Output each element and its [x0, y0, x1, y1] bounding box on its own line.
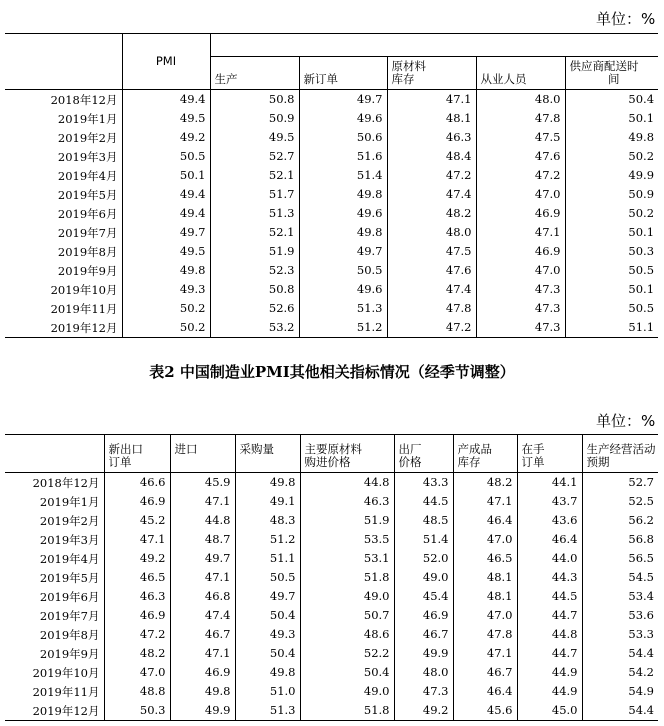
cell-col-8: 53.4 [582, 587, 658, 606]
row-date: 2019年6月 [39, 589, 100, 604]
table-row [5, 606, 658, 625]
cell-col-7: 43.6 [517, 511, 582, 530]
cell-col-6: 46.4 [453, 511, 517, 530]
cell-col-3: 50.4 [235, 644, 300, 663]
cell-delivery: 50.1 [565, 223, 658, 242]
cell-col-6: 47.1 [453, 492, 517, 511]
cell-col-5: 49.0 [394, 568, 453, 587]
cell-col-1: 50.3 [104, 701, 170, 721]
table2-header-col-6 [453, 435, 517, 473]
table2-body [5, 473, 658, 721]
cell-delivery: 51.1 [565, 318, 658, 338]
cell-new-orders: 49.8 [299, 223, 387, 242]
table2-header-col-7 [517, 435, 582, 473]
cell-delivery: 50.1 [565, 280, 658, 299]
cell-col-1: 46.6 [104, 473, 170, 493]
table-row [5, 147, 658, 166]
table2-caption: 表2 中国制造业PMI其他相关指标情况（经季节调整） [149, 363, 515, 381]
cell-col-3: 51.0 [235, 682, 300, 701]
cell-production: 52.1 [210, 223, 299, 242]
cell-col-4: 51.8 [300, 701, 394, 721]
cell-raw-inventory: 48.1 [387, 109, 476, 128]
header-line-1: 新出口 [108, 442, 143, 456]
cell-col-5: 46.9 [394, 606, 453, 625]
cell-employees: 46.9 [476, 204, 565, 223]
cell-new-orders: 50.6 [299, 128, 387, 147]
table1-header-raw-inventory-l2: 库存 [391, 72, 415, 86]
cell-col-4: 53.1 [300, 549, 394, 568]
cell-delivery: 50.5 [565, 299, 658, 318]
table-row [5, 204, 658, 223]
table2-unit-label: 单位：% [596, 412, 656, 430]
cell-col-3: 49.8 [235, 473, 300, 493]
cell-col-6: 47.0 [453, 606, 517, 625]
cell-new-orders: 49.6 [299, 204, 387, 223]
cell-pmi: 49.7 [122, 223, 210, 242]
cell-employees: 48.0 [476, 90, 565, 110]
table1-header-delivery-l1: 供应商配送时 [569, 59, 639, 73]
cell-col-2: 47.1 [170, 492, 235, 511]
table-row [5, 644, 658, 663]
cell-raw-inventory: 47.1 [387, 90, 476, 110]
cell-col-4: 51.9 [300, 511, 394, 530]
cell-col-6: 46.5 [453, 549, 517, 568]
cell-col-7: 44.7 [517, 606, 582, 625]
cell-col-7: 44.5 [517, 587, 582, 606]
cell-col-8: 54.2 [582, 663, 658, 682]
table2-other-indices [5, 434, 658, 721]
cell-col-2: 49.8 [170, 682, 235, 701]
cell-col-2: 46.8 [170, 587, 235, 606]
cell-production: 52.6 [210, 299, 299, 318]
cell-employees: 46.9 [476, 242, 565, 261]
cell-col-2: 44.8 [170, 511, 235, 530]
header-line-1: 进口 [174, 442, 198, 456]
cell-col-3: 51.1 [235, 549, 300, 568]
cell-col-1: 49.2 [104, 549, 170, 568]
cell-col-5: 51.4 [394, 530, 453, 549]
cell-col-8: 53.3 [582, 625, 658, 644]
cell-new-orders: 51.6 [299, 147, 387, 166]
cell-col-8: 54.5 [582, 568, 658, 587]
cell-pmi: 49.4 [122, 204, 210, 223]
cell-production: 52.1 [210, 166, 299, 185]
cell-col-1: 48.2 [104, 644, 170, 663]
cell-new-orders: 49.6 [299, 280, 387, 299]
row-date: 2019年12月 [32, 703, 100, 718]
cell-col-5: 49.9 [394, 644, 453, 663]
cell-col-8: 54.9 [582, 682, 658, 701]
header-line-2 [175, 456, 235, 469]
cell-delivery: 50.5 [565, 261, 658, 280]
cell-col-4: 49.0 [300, 587, 394, 606]
table-row [5, 299, 658, 318]
table2-header-col-8 [582, 435, 658, 473]
cell-pmi: 50.5 [122, 147, 210, 166]
table-row [5, 128, 658, 147]
cell-col-4: 53.5 [300, 530, 394, 549]
table-row [5, 663, 658, 682]
row-date: 2019年10月 [32, 665, 100, 680]
header-line-2: 订单 [521, 455, 545, 469]
header-line-1: 生产经营活动 [586, 442, 656, 456]
cell-col-8: 52.7 [582, 473, 658, 493]
header-line-2: 订单 [108, 455, 132, 469]
table1-header-delivery [565, 57, 658, 90]
cell-production: 50.8 [210, 280, 299, 299]
cell-production: 50.8 [210, 90, 299, 110]
cell-col-2: 46.7 [170, 625, 235, 644]
cell-col-3: 50.4 [235, 606, 300, 625]
cell-employees: 47.6 [476, 147, 565, 166]
cell-raw-inventory: 47.8 [387, 299, 476, 318]
cell-col-1: 47.0 [104, 663, 170, 682]
cell-col-7: 44.7 [517, 644, 582, 663]
cell-col-4: 50.4 [300, 663, 394, 682]
cell-col-5: 43.3 [394, 473, 453, 493]
cell-col-7: 43.7 [517, 492, 582, 511]
cell-col-7: 44.9 [517, 682, 582, 701]
cell-col-7: 44.8 [517, 625, 582, 644]
header-line-1: 采购量 [239, 442, 274, 456]
header-line-2: 价格 [398, 455, 422, 469]
cell-raw-inventory: 47.4 [387, 280, 476, 299]
cell-production: 51.7 [210, 185, 299, 204]
row-date: 2019年7月 [57, 225, 118, 240]
table-row [5, 109, 658, 128]
table2-header-col-3 [235, 435, 300, 473]
table1-header-pmi: PMI [122, 34, 210, 90]
table-row [5, 530, 658, 549]
cell-col-1: 48.8 [104, 682, 170, 701]
cell-employees: 47.0 [476, 261, 565, 280]
row-date: 2019年5月 [39, 570, 100, 585]
table1-header-new-orders: 新订单 [299, 57, 387, 90]
cell-new-orders: 51.2 [299, 318, 387, 338]
cell-col-7: 45.0 [517, 701, 582, 721]
cell-col-3: 51.3 [235, 701, 300, 721]
cell-delivery: 50.9 [565, 185, 658, 204]
row-date: 2019年4月 [39, 551, 100, 566]
row-date: 2019年8月 [39, 627, 100, 642]
row-date: 2019年9月 [39, 646, 100, 661]
cell-raw-inventory: 46.3 [387, 128, 476, 147]
table-row [5, 473, 658, 493]
cell-employees: 47.2 [476, 166, 565, 185]
cell-col-3: 48.3 [235, 511, 300, 530]
cell-col-3: 51.2 [235, 530, 300, 549]
cell-col-3: 49.3 [235, 625, 300, 644]
table2-header-col-1 [104, 435, 170, 473]
cell-new-orders: 49.6 [299, 109, 387, 128]
cell-col-1: 46.3 [104, 587, 170, 606]
row-date: 2019年4月 [57, 168, 118, 183]
cell-col-6: 47.8 [453, 625, 517, 644]
row-date: 2019年12月 [50, 320, 118, 335]
cell-pmi: 49.4 [122, 90, 210, 110]
cell-col-8: 54.4 [582, 644, 658, 663]
cell-col-7: 44.0 [517, 549, 582, 568]
table1-header-subindex-span [210, 34, 658, 57]
cell-col-5: 45.4 [394, 587, 453, 606]
cell-pmi: 49.8 [122, 261, 210, 280]
header-line-2: 预期 [586, 455, 610, 469]
table-row [5, 280, 658, 299]
cell-col-7: 44.3 [517, 568, 582, 587]
table1-header-raw-inventory-l1: 原材料 [391, 59, 426, 73]
cell-production: 51.9 [210, 242, 299, 261]
cell-pmi: 50.2 [122, 318, 210, 338]
cell-pmi: 50.2 [122, 299, 210, 318]
cell-delivery: 50.4 [565, 90, 658, 110]
cell-col-1: 46.9 [104, 492, 170, 511]
header-line-1: 在手 [521, 442, 545, 456]
cell-col-2: 46.9 [170, 663, 235, 682]
table-row [5, 223, 658, 242]
table2-header-col-4 [300, 435, 394, 473]
table-row [5, 318, 658, 338]
table-row [5, 549, 658, 568]
row-date: 2019年10月 [50, 282, 118, 297]
cell-delivery: 50.2 [565, 147, 658, 166]
header-line-2 [240, 456, 300, 469]
row-date: 2019年8月 [57, 244, 118, 259]
row-date: 2019年5月 [57, 187, 118, 202]
row-date: 2018年12月 [50, 92, 118, 107]
table-row [5, 185, 658, 204]
cell-col-7: 44.9 [517, 663, 582, 682]
cell-col-5: 46.7 [394, 625, 453, 644]
cell-col-2: 49.7 [170, 549, 235, 568]
cell-col-5: 48.0 [394, 663, 453, 682]
table-row [5, 568, 658, 587]
table1-header-delivery-l2: 间 [608, 72, 620, 86]
cell-col-5: 47.3 [394, 682, 453, 701]
cell-col-3: 49.1 [235, 492, 300, 511]
table1-header-blank [5, 34, 122, 90]
cell-col-1: 46.5 [104, 568, 170, 587]
table-row [5, 625, 658, 644]
cell-col-4: 52.2 [300, 644, 394, 663]
cell-delivery: 50.1 [565, 109, 658, 128]
cell-col-2: 47.4 [170, 606, 235, 625]
row-date: 2019年7月 [39, 608, 100, 623]
header-line-1: 主要原材料 [304, 442, 362, 456]
cell-col-1: 47.1 [104, 530, 170, 549]
cell-col-2: 47.1 [170, 568, 235, 587]
cell-col-5: 52.0 [394, 549, 453, 568]
cell-col-5: 49.2 [394, 701, 453, 721]
cell-new-orders: 49.7 [299, 242, 387, 261]
cell-raw-inventory: 47.2 [387, 318, 476, 338]
table2-header-col-5 [394, 435, 453, 473]
table-row [5, 90, 658, 110]
cell-raw-inventory: 47.6 [387, 261, 476, 280]
header-line-2: 购进价格 [304, 455, 351, 469]
cell-col-3: 49.7 [235, 587, 300, 606]
table1-header-employees: 从业人员 [476, 57, 565, 90]
cell-new-orders: 49.7 [299, 90, 387, 110]
cell-col-2: 48.7 [170, 530, 235, 549]
cell-col-6: 47.0 [453, 530, 517, 549]
cell-col-4: 46.3 [300, 492, 394, 511]
table2-header-col-2 [170, 435, 235, 473]
cell-employees: 47.3 [476, 299, 565, 318]
cell-delivery: 49.8 [565, 128, 658, 147]
cell-col-3: 50.5 [235, 568, 300, 587]
row-date: 2019年2月 [57, 130, 118, 145]
cell-col-6: 47.1 [453, 644, 517, 663]
cell-raw-inventory: 47.5 [387, 242, 476, 261]
cell-delivery: 49.9 [565, 166, 658, 185]
cell-col-4: 44.8 [300, 473, 394, 493]
cell-col-4: 49.0 [300, 682, 394, 701]
cell-col-1: 47.2 [104, 625, 170, 644]
cell-col-6: 46.4 [453, 682, 517, 701]
cell-col-3: 49.8 [235, 663, 300, 682]
cell-new-orders: 50.5 [299, 261, 387, 280]
cell-col-6: 48.1 [453, 568, 517, 587]
cell-employees: 47.1 [476, 223, 565, 242]
table-row [5, 682, 658, 701]
cell-pmi: 49.4 [122, 185, 210, 204]
cell-col-7: 46.4 [517, 530, 582, 549]
table1-header-raw-inventory [387, 57, 476, 90]
cell-new-orders: 51.3 [299, 299, 387, 318]
row-date: 2019年6月 [57, 206, 118, 221]
cell-col-2: 49.9 [170, 701, 235, 721]
row-date: 2019年1月 [57, 111, 118, 126]
row-date: 2019年3月 [39, 532, 100, 547]
cell-col-6: 46.7 [453, 663, 517, 682]
row-date: 2019年2月 [39, 513, 100, 528]
cell-production: 49.5 [210, 128, 299, 147]
cell-raw-inventory: 47.2 [387, 166, 476, 185]
cell-col-8: 56.5 [582, 549, 658, 568]
row-date: 2019年9月 [57, 263, 118, 278]
table2-header-row [5, 435, 658, 473]
cell-col-8: 53.6 [582, 606, 658, 625]
cell-delivery: 50.3 [565, 242, 658, 261]
cell-new-orders: 49.8 [299, 185, 387, 204]
cell-col-6: 48.1 [453, 587, 517, 606]
header-line-1: 出厂 [398, 442, 422, 456]
row-date: 2019年11月 [32, 684, 100, 699]
cell-employees: 47.0 [476, 185, 565, 204]
cell-col-1: 45.2 [104, 511, 170, 530]
cell-col-8: 56.8 [582, 530, 658, 549]
header-line-1: 产成品 [457, 442, 492, 456]
cell-col-4: 50.7 [300, 606, 394, 625]
table2-header-blank [5, 435, 104, 473]
cell-col-8: 52.5 [582, 492, 658, 511]
cell-employees: 47.3 [476, 318, 565, 338]
cell-employees: 47.3 [476, 280, 565, 299]
cell-col-5: 44.5 [394, 492, 453, 511]
cell-col-6: 48.2 [453, 473, 517, 493]
table1-header-row-top [5, 34, 658, 57]
cell-raw-inventory: 48.4 [387, 147, 476, 166]
row-date: 2019年3月 [57, 149, 118, 164]
cell-col-2: 45.9 [170, 473, 235, 493]
cell-col-7: 44.1 [517, 473, 582, 493]
table-row [5, 587, 658, 606]
table1-header-production: 生产 [210, 57, 299, 90]
cell-production: 52.7 [210, 147, 299, 166]
table1-pmi-subindices [5, 33, 658, 338]
cell-pmi: 49.2 [122, 128, 210, 147]
row-date: 2018年12月 [32, 475, 100, 490]
cell-pmi: 49.3 [122, 280, 210, 299]
cell-col-4: 48.6 [300, 625, 394, 644]
cell-pmi: 49.5 [122, 242, 210, 261]
cell-raw-inventory: 48.2 [387, 204, 476, 223]
cell-new-orders: 51.4 [299, 166, 387, 185]
cell-pmi: 49.5 [122, 109, 210, 128]
table-row [5, 242, 658, 261]
cell-production: 52.3 [210, 261, 299, 280]
table-row [5, 261, 658, 280]
row-date: 2019年1月 [39, 494, 100, 509]
cell-employees: 47.5 [476, 128, 565, 147]
cell-col-1: 46.9 [104, 606, 170, 625]
cell-col-4: 51.8 [300, 568, 394, 587]
cell-production: 53.2 [210, 318, 299, 338]
table-row [5, 511, 658, 530]
table1-body [5, 90, 658, 338]
cell-raw-inventory: 47.4 [387, 185, 476, 204]
table-row [5, 166, 658, 185]
cell-col-8: 56.2 [582, 511, 658, 530]
cell-raw-inventory: 48.0 [387, 223, 476, 242]
cell-production: 51.3 [210, 204, 299, 223]
cell-col-2: 47.1 [170, 644, 235, 663]
cell-col-5: 48.5 [394, 511, 453, 530]
table-row [5, 492, 658, 511]
cell-col-6: 45.6 [453, 701, 517, 721]
header-line-2: 库存 [457, 455, 481, 469]
cell-delivery: 50.2 [565, 204, 658, 223]
table1-unit-label: 单位：% [596, 10, 656, 28]
cell-col-8: 54.4 [582, 701, 658, 721]
row-date: 2019年11月 [50, 301, 118, 316]
cell-employees: 47.8 [476, 109, 565, 128]
cell-production: 50.9 [210, 109, 299, 128]
cell-pmi: 50.1 [122, 166, 210, 185]
table-row [5, 701, 658, 721]
